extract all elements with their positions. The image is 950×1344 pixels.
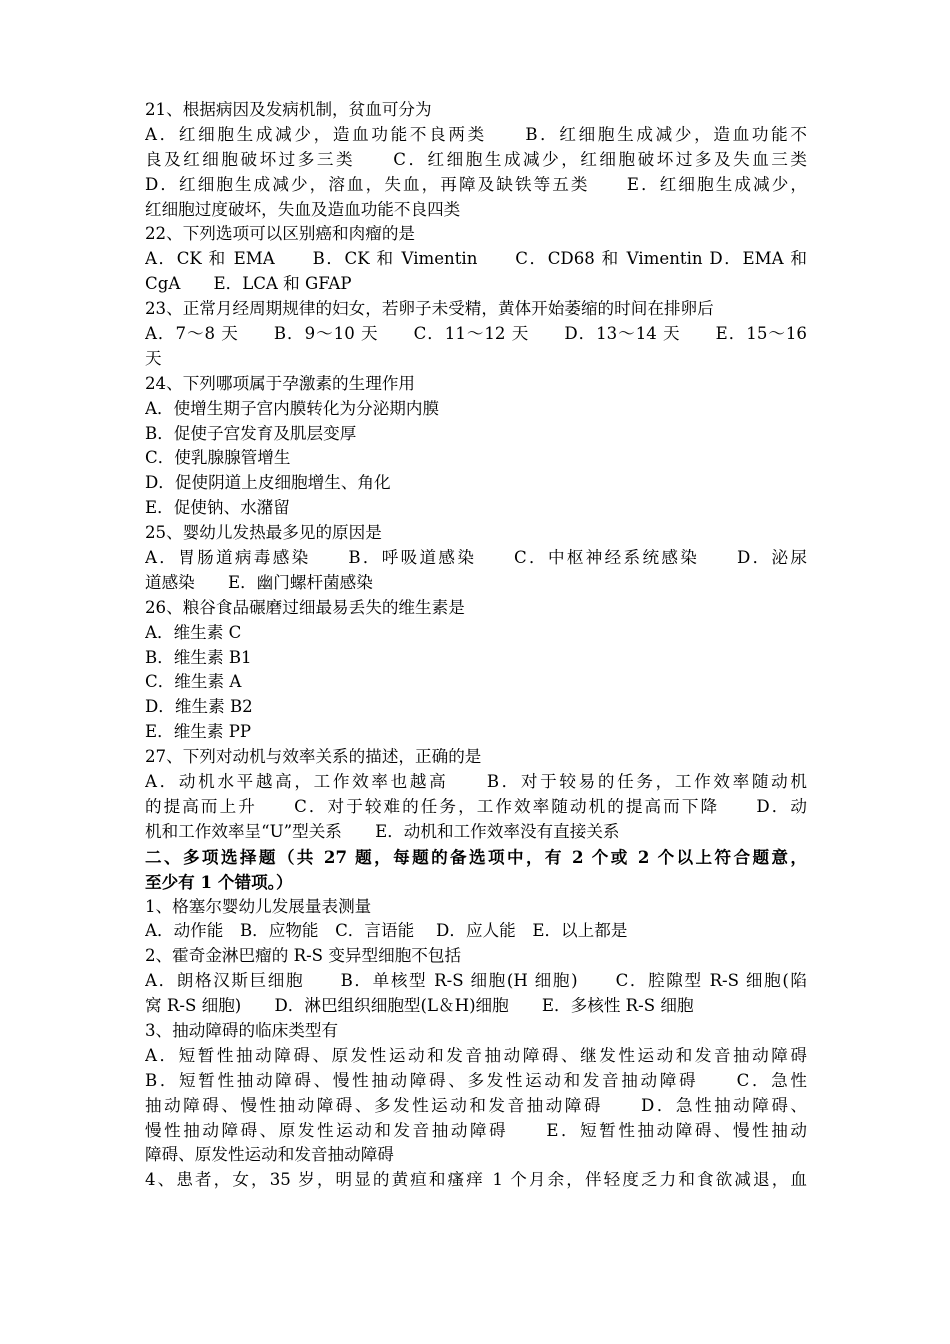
text-line: 慢性抽动障碍、原发性运动和发音抽动障碍 E．短暂性抽动障碍、慢性抽动	[145, 1120, 807, 1140]
text-line: 的提高而上升 C．对于较难的任务，工作效率随动机的提高而下降 D．动	[145, 796, 807, 816]
text-line: 道感染 E．幽门螺杆菌感染	[145, 572, 373, 592]
text-line: A．短暂性抽动障碍、原发性运动和发音抽动障碍、继发性运动和发音抽动障碍	[145, 1045, 807, 1065]
text-line: CgA E．LCA 和 GFAP	[145, 274, 352, 294]
text-line: 障碍、原发性运动和发音抽动障碍	[145, 1145, 394, 1165]
text-line: B．维生素 B1	[145, 647, 252, 667]
text-line: E．维生素 PP	[145, 722, 252, 742]
text-line: 机和工作效率呈“U”型关系 E．动机和工作效率没有直接关系	[145, 821, 620, 841]
text-line: 1、格塞尔婴幼儿发展量表测量	[145, 896, 372, 916]
text-line: 22、下列选项可以区别癌和肉瘤的是	[145, 224, 416, 244]
text-line: A．使增生期子宫内膜转化为分泌期内膜	[145, 398, 440, 418]
text-line: 24、下列哪项属于孕激素的生理作用	[145, 373, 416, 393]
text-line: E．促使钠、水潴留	[145, 498, 290, 518]
text-line: A．胃肠道病毒感染 B．呼吸道感染 C．中枢神经系统感染 D．泌尿	[145, 548, 807, 568]
text-line: 至少有 1 个错项。）	[145, 871, 293, 892]
text-line: A．动作能 B．应物能 C．言语能 D．应人能 E．以上都是	[145, 921, 628, 941]
text-line: D．维生素 B2	[145, 697, 253, 717]
text-line: 25、婴幼儿发热最多见的原因是	[145, 523, 382, 543]
text-line: A．7～8 天 B．9～10 天 C．11～12 天 D．13～14 天 E．15～16	[145, 324, 807, 344]
text-line: C．使乳腺腺管增生	[145, 448, 291, 468]
text-line: 二、多项选择题（共 27 题，每题的备选项中，有 2 个或 2 个以上符合题意，	[145, 846, 807, 867]
text-line: A．维生素 C	[145, 622, 242, 642]
text-line: 窝 R-S 细胞) D．淋巴组织细胞型(L＆H)细胞 E．多核性 R-S 细胞	[145, 996, 694, 1016]
text-line: 3、抽动障碍的临床类型有	[145, 1020, 339, 1040]
text-line: D．红细胞生成减少，溶血，失血，再障及缺铁等五类 E．红细胞生成减少，	[145, 174, 807, 194]
text-line: 27、下列对动机与效率关系的描述，正确的是	[145, 747, 482, 767]
text-line: 2、霍奇金淋巴瘤的 R-S 变异型细胞不包括	[145, 946, 462, 966]
text-line: 21、根据病因及发病机制，贫血可分为	[145, 100, 432, 119]
text-line: A．红细胞生成减少，造血功能不良两类 B．红细胞生成减少，造血功能不	[145, 124, 807, 144]
document-page	[145, 98, 807, 1193]
text-line: B．促使子宫发育及肌层变厚	[145, 423, 357, 443]
text-line: D．促使阴道上皮细胞增生、角化	[145, 473, 391, 493]
text-line: A．朗格汉斯巨细胞 B．单核型 R-S 细胞(H 细胞) C．腔隙型 R-S 细胞(陷	[145, 971, 807, 991]
text-line: A．动机水平越高，工作效率也越高 B．对于较易的任务，工作效率随动机	[145, 772, 807, 792]
text-line: 良及红细胞破坏过多三类 C．红细胞生成减少，红细胞破坏过多及失血三类	[145, 149, 807, 169]
text-line: B．短暂性抽动障碍、慢性抽动障碍、多发性运动和发音抽动障碍 C．急性	[145, 1070, 807, 1090]
text-line: 4、患者，女，35 岁，明显的黄疸和瘙痒 1 个月余，伴轻度乏力和食欲减退，血	[145, 1170, 807, 1190]
text-line: 红细胞过度破坏，失血及造血功能不良四类	[145, 199, 461, 219]
text-line: 23、正常月经周期规律的妇女，若卵子未受精，黄体开始萎缩的时间在排卵后	[145, 299, 714, 319]
text-line: 天	[145, 348, 162, 368]
text-line: A．CK 和 EMA B．CK 和 Vimentin C．CD68 和 Vimentin D．EMA 和	[145, 249, 807, 269]
text-line: 抽动障碍、慢性抽动障碍、多发性运动和发音抽动障碍 D．急性抽动障碍、	[145, 1095, 807, 1115]
text-line: C．维生素 A	[145, 672, 242, 692]
text-line: 26、粮谷食品碾磨过细最易丢失的维生素是	[145, 597, 465, 617]
